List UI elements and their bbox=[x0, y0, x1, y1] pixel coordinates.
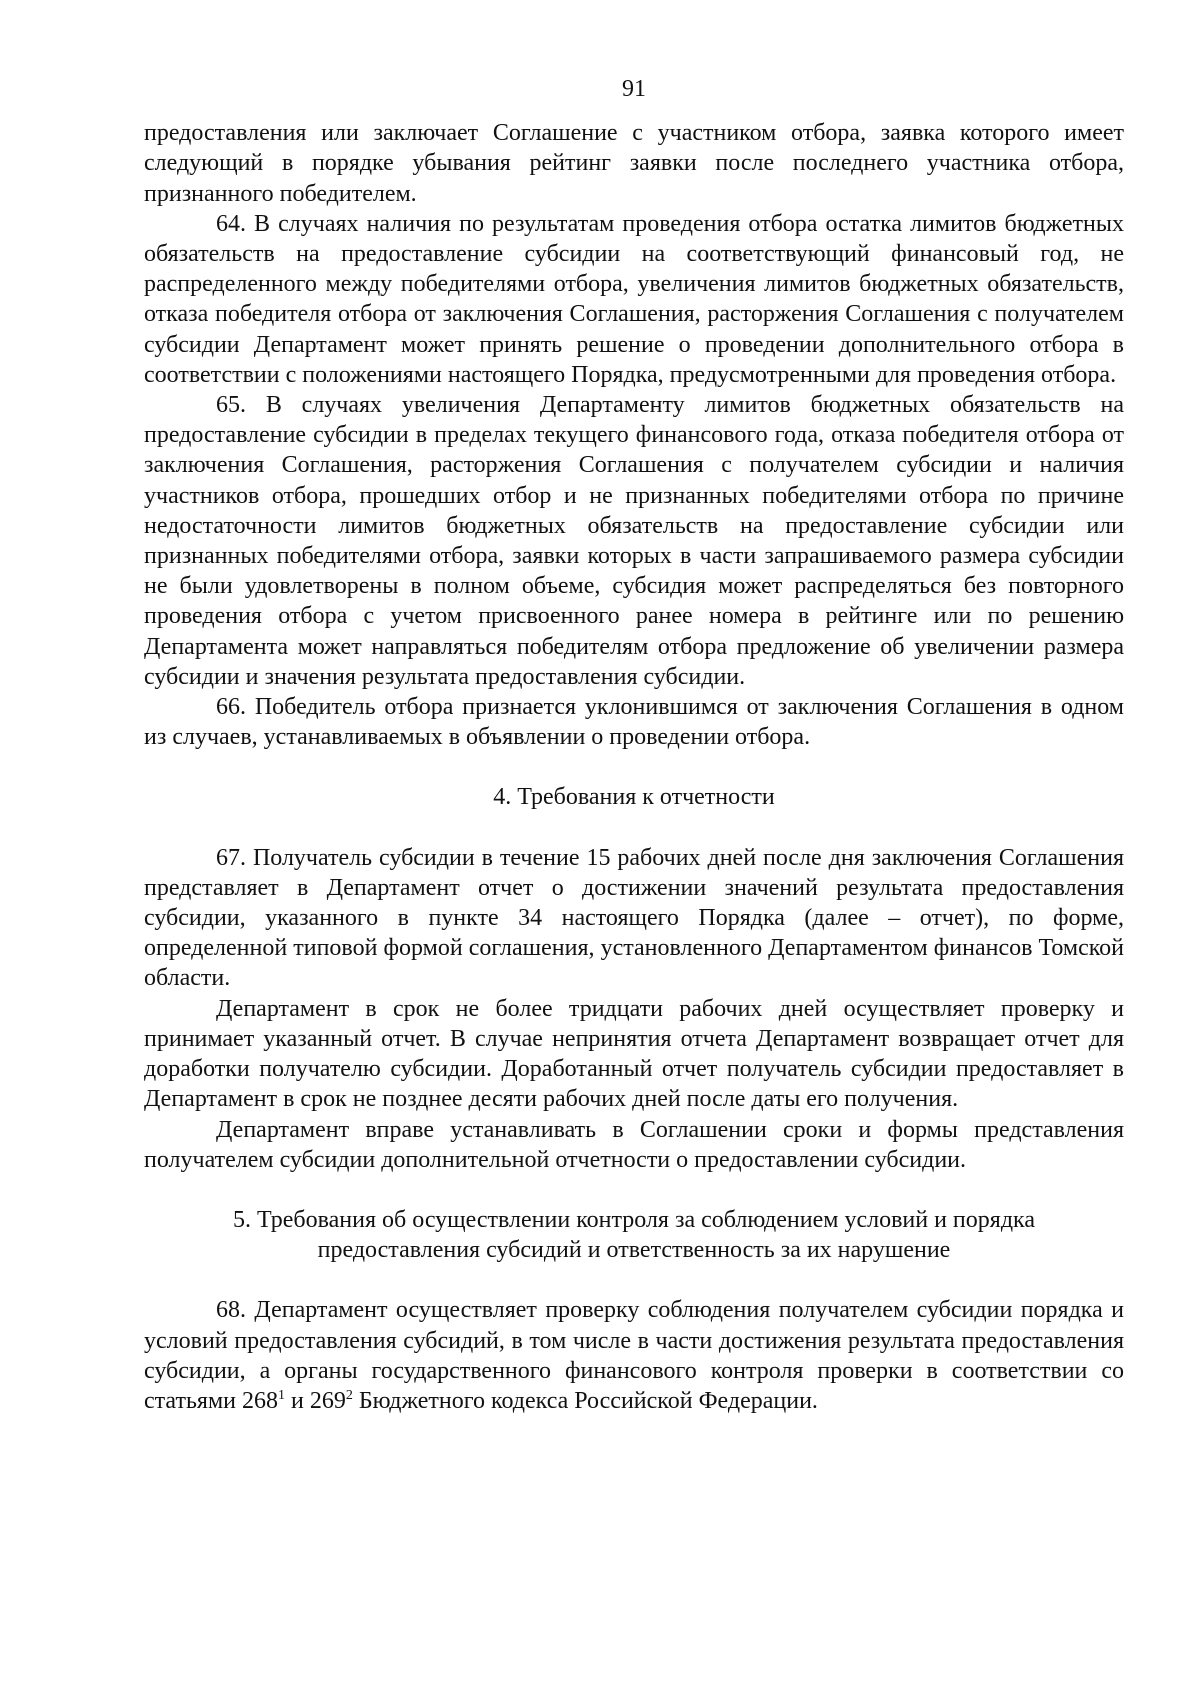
paragraph-additional-reporting: Департамент вправе устанавливать в Соглашении сроки и формы представления получателем субсидии дополнительной отчетности о предоставлении субсидии. bbox=[144, 1116, 1124, 1173]
paragraph-68-text-3: Бюджетного кодекса Российской Федерации. bbox=[352, 1387, 818, 1414]
paragraph-65: 65. В случаях увеличения Департаменту лимитов бюджетных обязательств на предоставление субсидии в пределах текущего финансового года, отказа победителя отбора от заключения Соглашения, расторжения Соглашения с получателем субсидии и наличия участников отбора, прошедших отбор и не признанных победителями отбора по причине недостаточности лимитов бюджетных обязательств на предоставление субсидии или признанных победителями отбора, заявки которых в части запрашиваемого размера субсидии не были удовлетворены в полном объеме, субсидия может распределяться без повторного проведения отбора с учетом присвоенного ранее номера в рейтинге или по решению Департамента может направляться победителям отбора предложение об увеличении размера субсидии и значения результата предоставления субсидии. bbox=[144, 392, 1124, 690]
section-heading-5-line-2: предоставления субсидий и ответственность за их нарушение bbox=[317, 1237, 951, 1264]
paragraph-68 bbox=[144, 1295, 1124, 1416]
page-number: 91 bbox=[622, 76, 646, 102]
section-heading-4: 4. Требования к отчетности bbox=[493, 784, 775, 811]
paragraph-continuation: предоставления или заключает Соглашение с участником отбора, заявка которого имеет следующий в порядке убывания рейтинг заявки после последнего участника отбора, признанного победителем. bbox=[144, 120, 1124, 207]
paragraph-report-check: Департамент в срок не более тридцати рабочих дней осуществляет проверку и принимает указанный отчет. В случае непринятия отчета Департамент возвращает отчет для доработки получателю субсидии. Доработанный отчет получатель субсидии предоставляет в Департамент в срок не позднее десяти рабочих дней после даты его получения. bbox=[144, 995, 1124, 1113]
paragraph-67: 67. Получатель субсидии в течение 15 рабочих дней после дня заключения Соглашения представляет в Департамент отчет о достижении значений результата предоставления субсидии, указанного в пункте 34 настоящего Порядка (далее – отчет), по форме, определенной типовой формой соглашения, установленного Департаментом финансов Томской области. bbox=[144, 844, 1124, 992]
superscript-article-1: 1 bbox=[277, 1387, 285, 1403]
section-heading-5 bbox=[144, 1205, 1124, 1265]
paragraph-68-text-2: и 269 bbox=[284, 1387, 346, 1414]
superscript-article-2: 2 bbox=[345, 1387, 353, 1403]
paragraph-66: 66. Победитель отбора признается уклонившимся от заключения Соглашения в одном из случаев, устанавливаемых в объявлении о проведении отбора. bbox=[144, 694, 1124, 751]
paragraph-64: 64. В случаях наличия по результатам проведения отбора остатка лимитов бюджетных обязательств на предоставление субсидии на соответствующий финансовый год, не распределенного между победителями отбора, увеличения лимитов бюджетных обязательств, отказа победителя отбора от заключения Соглашения, расторжения Соглашения с получателем субсидии Департамент может принять решение о проведении дополнительного отбора в соответствии с положениями настоящего Порядка, предусмотренными для проведения отбора. bbox=[144, 210, 1124, 388]
section-heading-5-line-1: 5. Требования об осуществлении контроля за соблюдением условий и порядка bbox=[233, 1206, 1035, 1233]
document-page bbox=[144, 74, 1124, 1416]
paragraph-68-text-1: 68. Департамент осуществляет проверку соблюдения получателем субсидии порядка и условий предоставления субсидий, в том числе в части достижения результата предоставления субсидии, а органы государственного финансового контроля проверки в соответствии со статьями 268 bbox=[144, 1297, 1124, 1414]
